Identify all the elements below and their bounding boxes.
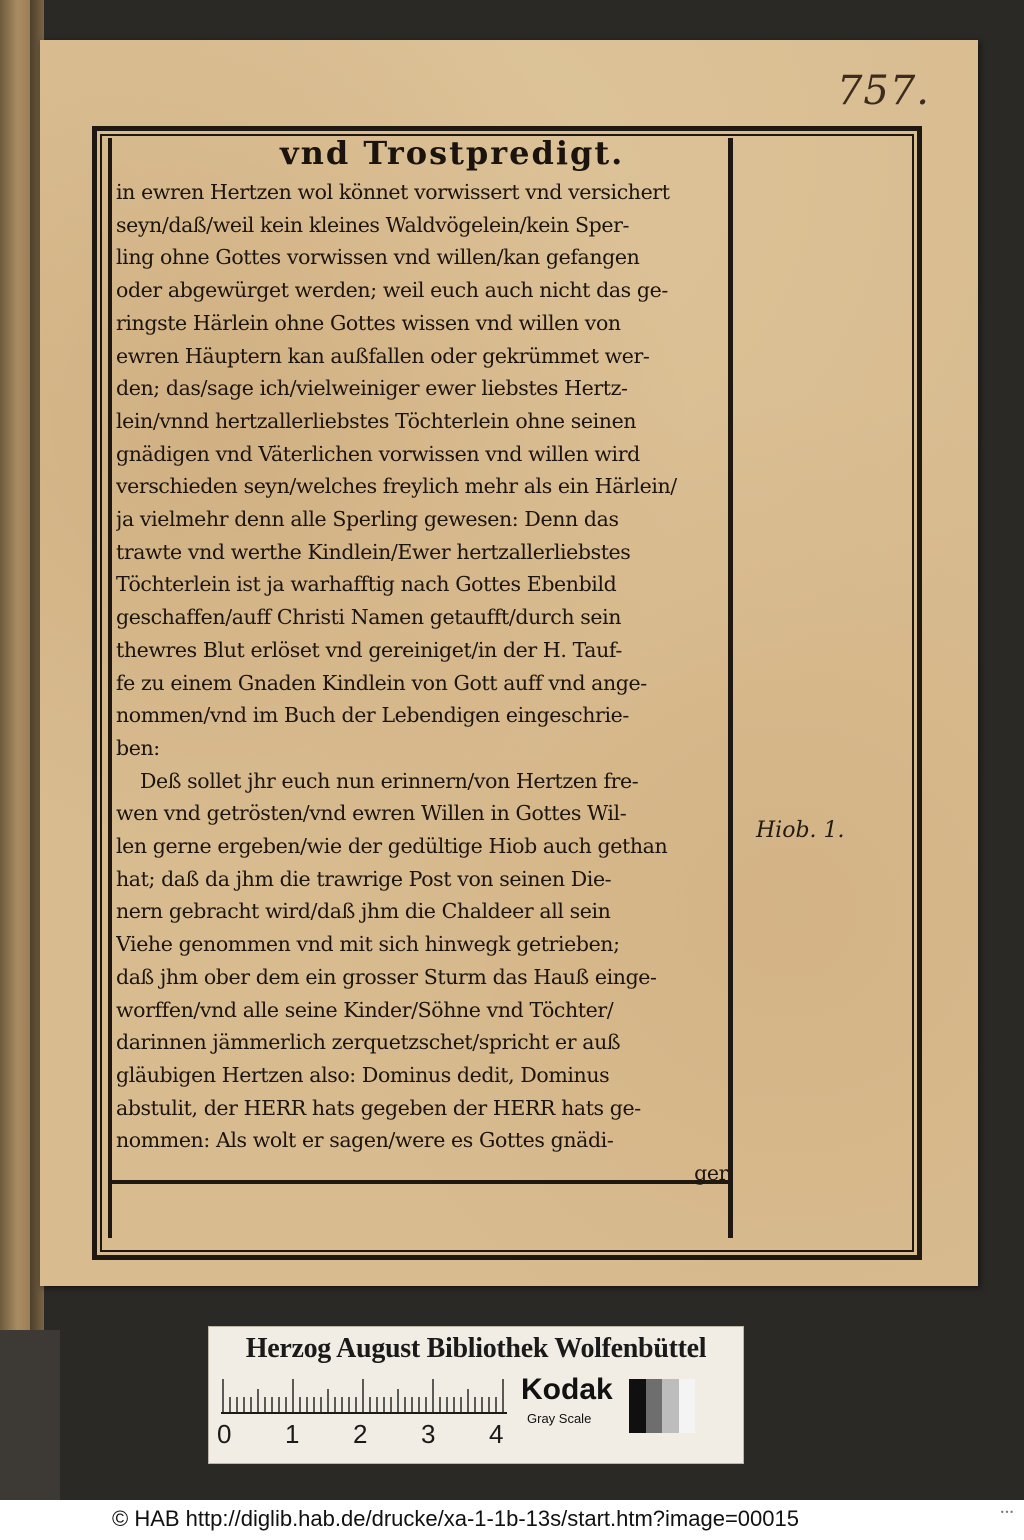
text-column-left-rule [108, 138, 112, 1238]
text-line: wen vnd getrösten/vnd ewren Willen in Gottes Wil- [116, 801, 627, 826]
text-line: ringste Härlein ohne Gottes wissen vnd willen von [116, 310, 621, 335]
catchword: ger [694, 1161, 728, 1186]
gray-scale-swatches [629, 1379, 695, 1433]
scale-ruler [219, 1375, 519, 1415]
color-target-card [208, 1326, 744, 1464]
gray-swatch [629, 1379, 646, 1433]
library-name: Herzog August Bibliothek Wolfenbüttel [245, 1333, 707, 1364]
ruler-number: 1 [285, 1419, 300, 1449]
text-line: geschaffen/auff Christi Namen getaufft/durch sein [116, 605, 622, 630]
text-line: trawte vnd werthe Kindlein/Ewer hertzallerliebstes [116, 539, 631, 564]
text-line: nommen: Als wolt er sagen/were es Gottes gnädi- [116, 1128, 614, 1153]
text-line: daß jhm ober dem ein grosser Sturm das Hauß einge- [116, 964, 657, 989]
gray-swatch [662, 1379, 679, 1433]
ruler-number: 4 [489, 1419, 504, 1449]
ruler-numbers [213, 1419, 533, 1453]
body-text [116, 176, 728, 1190]
ruler-number: 2 [353, 1419, 368, 1449]
text-line: ja vielmehr denn alle Sperling gewesen: Denn das [116, 507, 619, 532]
text-line: verschieden seyn/welches freylich mehr als ein Härlein/ [116, 474, 677, 499]
text-line: Viehe genommen vnd mit sich hinwegk getrieben; [116, 932, 620, 957]
text-line: fe zu einem Gnaden Kindlein von Gott auff vnd ange- [116, 670, 647, 695]
text-line: ewren Häuptern kan außfallen oder gekrümmet wer- [116, 343, 650, 368]
text-line: in ewren Hertzen wol könnet vorwissert vnd versichert [116, 180, 670, 204]
text-line: nommen/vnd im Buch der Lebendigen eingeschrie- [116, 703, 629, 728]
gray-swatch [646, 1379, 663, 1433]
text-line: abstulit, der HERR hats gegeben der HERR hats ge- [116, 1095, 641, 1120]
text-line: gnädigen vnd Väterlichen vorwissen vnd willen wird [116, 441, 640, 466]
ruler-number: 3 [421, 1419, 436, 1449]
ruler-number: 0 [217, 1419, 232, 1449]
text-line: darinnen jämmerlich zerquetzschet/spricht er auß [116, 1030, 621, 1055]
gray-swatch [679, 1379, 696, 1433]
document-page [40, 40, 978, 1286]
text-line: lein/vnnd hertzallerliebstes Töchterlein ohne seinen [116, 408, 637, 433]
text-line: ben: [116, 735, 160, 760]
text-line: thewres Blut erlöset vnd gereiniget/in der H. Tauf- [116, 637, 622, 662]
book-binding-corner [0, 1330, 60, 1500]
text-line: ling ohne Gottes vorwissen vnd willen/kan gefangen [116, 245, 640, 270]
page-number: 757. [836, 68, 930, 114]
running-head: vnd Trostpredigt. [280, 134, 625, 172]
marginal-note: Hiob. 1. [756, 818, 845, 843]
gray-scale-label: Gray Scale [527, 1411, 592, 1426]
text-line: seyn/daß/weil kein kleines Waldvögelein/kein Sper- [116, 212, 630, 237]
text-line: Töchterlein ist ja warhafftig nach Gottes Ebenbild [116, 572, 617, 597]
text-line: gläubigen Hertzen also: Dominus dedit, Dominus [116, 1062, 610, 1087]
text-line: nern gebracht wird/daß jhm die Chaldeer all sein [116, 899, 611, 924]
text-line: hat; daß da jhm die trawrige Post von seinen Die- [116, 866, 612, 891]
text-line: den; das/sage ich/vielweiniger ewer liebstes Hertz- [116, 376, 628, 401]
kodak-logo: Kodak [521, 1373, 613, 1406]
text-line: oder abgewürget werden; weil euch auch nicht das ge- [116, 278, 668, 303]
copyright-url: © HAB http://diglib.hab.de/drucke/xa-1-1b-13s/start.htm?image=00015 [112, 1506, 799, 1531]
text-line: Deß sollet jhr euch nun erinnern/von Hertzen fre- [140, 768, 639, 793]
text-line: len gerne ergeben/wie der gedültige Hiob auch gethan [116, 834, 668, 859]
footer-dots: ••• [999, 1508, 1014, 1517]
footer-bar [0, 1500, 1024, 1540]
text-line: worffen/vnd alle seine Kinder/Söhne vnd Töchter/ [116, 997, 614, 1022]
margin-column-divider [728, 138, 733, 1238]
